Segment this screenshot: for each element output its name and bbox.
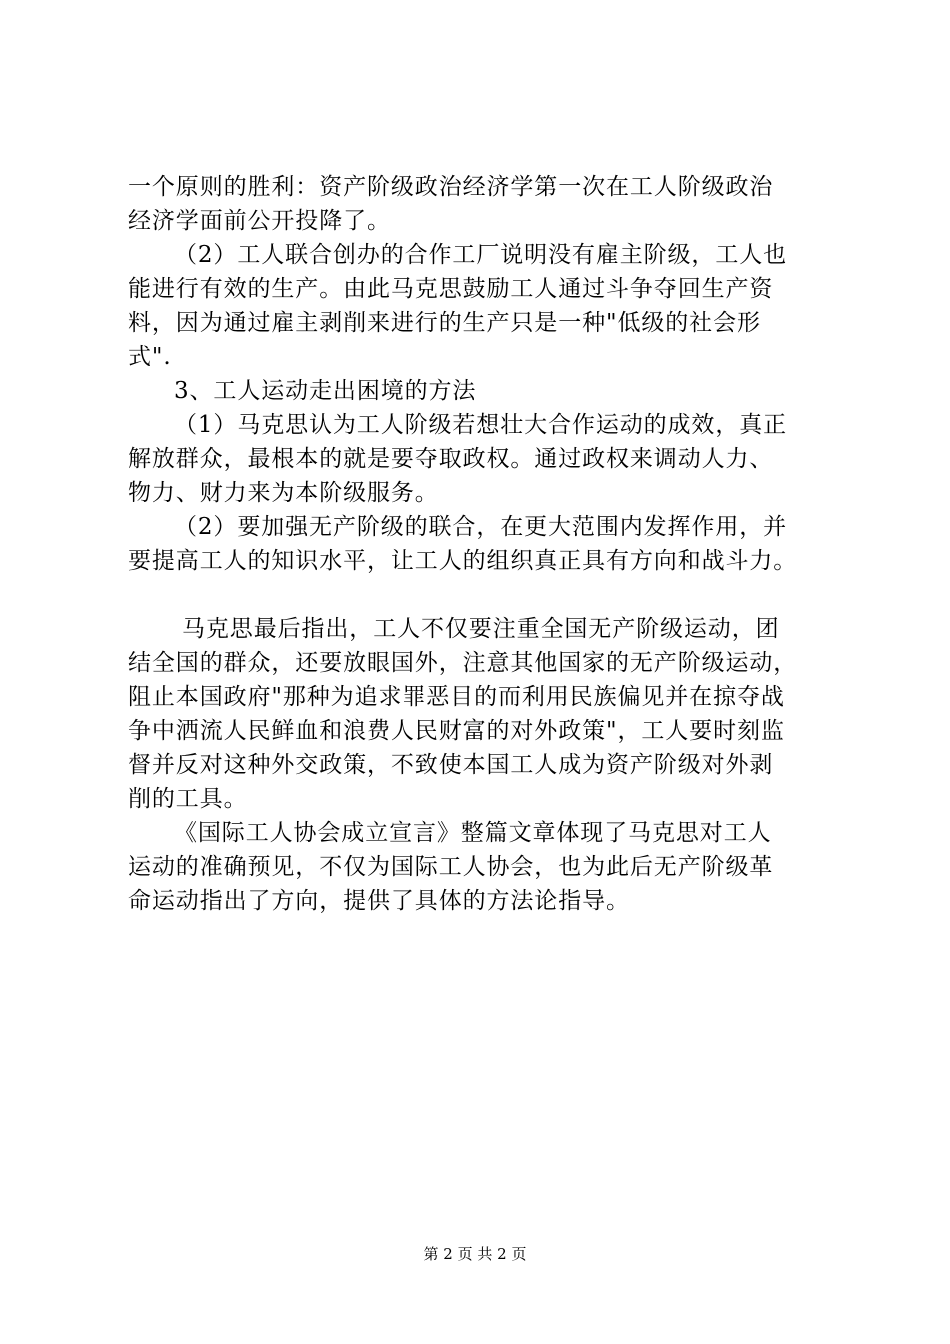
- text-line: 经济学面前公开投降了。: [128, 208, 391, 234]
- text-line: 要提高工人的知识水平，让工人的组织真正具有方向和战斗力。: [128, 548, 798, 574]
- document-body: [128, 170, 848, 918]
- text-line: 料，因为通过雇主剥削来进行的生产只是一种"低级的社会形: [128, 310, 761, 336]
- text-line: （1）马克思认为工人阶级若想壮大合作运动的成效，真正: [174, 412, 788, 438]
- text-line: 一个原则的胜利：资产阶级政治经济学第一次在工人阶级政治: [128, 174, 774, 200]
- text-line: 式".: [128, 344, 172, 370]
- text-line: 《国际工人协会成立宣言》整篇文章体现了马克思对工人: [174, 820, 772, 846]
- text-line: （2）工人联合创办的合作工厂说明没有雇主阶级，工人也: [174, 242, 788, 268]
- text-line: 解放群众，最根本的就是要夺取政权。通过政权来调动人力、: [128, 446, 774, 472]
- page-footer: [0, 1244, 950, 1264]
- text-line: 结全国的群众，还要放眼国外，注意其他国家的无产阶级运动，: [128, 650, 798, 676]
- text-line: 物力、财力来为本阶级服务。: [128, 480, 439, 506]
- text-line: 马克思最后指出，工人不仅要注重全国无产阶级运动，团: [182, 616, 780, 642]
- text-line: 争中洒流人民鲜血和浪费人民财富的对外政策"，工人要时刻监: [128, 718, 785, 744]
- text-line: 命运动指出了方向，提供了具体的方法论指导。: [128, 888, 630, 914]
- text-line: 督并反对这种外交政策，不致使本国工人成为资产阶级对外剥: [128, 752, 774, 778]
- text-line: 运动的准确预见，不仅为国际工人协会，也为此后无产阶级革: [128, 854, 774, 880]
- section-heading: 3、工人运动走出困境的方法: [174, 378, 477, 404]
- page-number-label: 第 2 页 共 2 页: [423, 1245, 527, 1263]
- text-line: （2）要加强无产阶级的联合，在更大范围内发挥作用，并: [174, 514, 788, 540]
- text-line: 能进行有效的生产。由此马克思鼓励工人通过斗争夺回生产资: [128, 276, 774, 302]
- paragraph-spacer: [128, 578, 848, 612]
- text-line: 削的工具。: [128, 786, 248, 812]
- text-line: 阻止本国政府"那种为追求罪恶目的而利用民族偏见并在掠夺战: [128, 684, 785, 710]
